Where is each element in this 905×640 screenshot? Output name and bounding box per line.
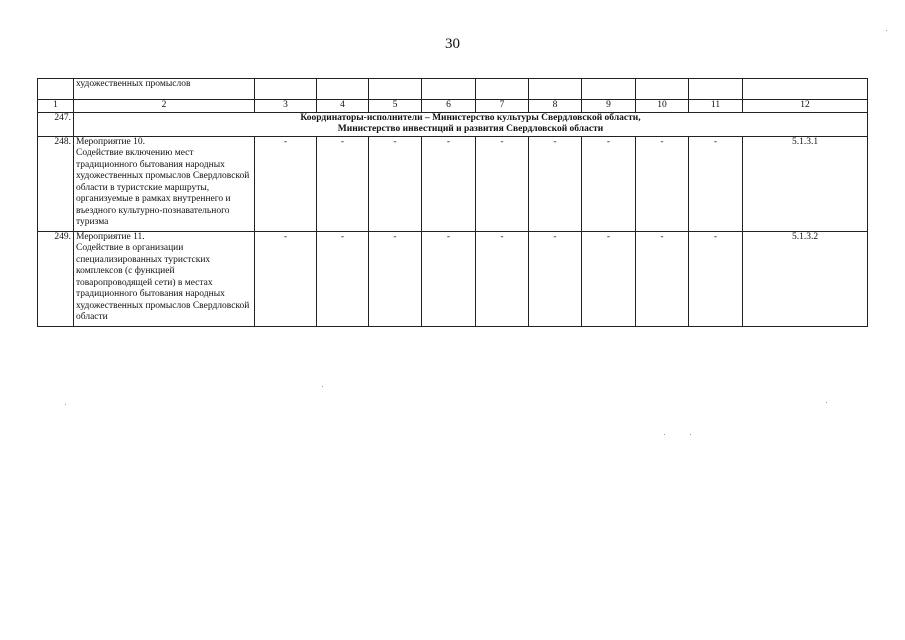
column-header: 8 [529, 100, 582, 113]
cell [317, 79, 369, 100]
value-cell: - [369, 136, 422, 231]
coordinator-line-1: Координаторы-исполнители – Министерство культуры Свердловской области, [300, 112, 641, 123]
scan-speck [690, 434, 691, 435]
cell [582, 79, 636, 100]
value-cell: - [317, 231, 369, 326]
column-number-row [38, 100, 868, 113]
scan-speck [65, 404, 66, 405]
cell [529, 79, 582, 100]
row-number: 249. [38, 231, 74, 326]
cell [369, 79, 422, 100]
table-row [38, 231, 868, 326]
cell [476, 79, 529, 100]
value-cell: - [476, 231, 529, 326]
column-header: 6 [422, 100, 476, 113]
cell [255, 79, 317, 100]
scan-speck [826, 402, 827, 403]
scan-speck [886, 30, 887, 31]
continuation-text: художественных промыслов [74, 79, 255, 100]
value-cell: - [476, 136, 529, 231]
value-cell: - [255, 231, 317, 326]
code-cell: 5.1.3.2 [743, 231, 868, 326]
coordinator-row [38, 112, 868, 136]
value-cell: - [689, 231, 743, 326]
row-description: Мероприятие 11. Содействие в организации специализированных туристских комплексов (с функцией товаропроводящей сети) в местах традиционного бытования народных художественных промыслов Свердловской области [74, 231, 255, 326]
page-number: 30 [445, 36, 460, 52]
column-header: 9 [582, 100, 636, 113]
value-cell: - [689, 136, 743, 231]
value-cell: - [529, 231, 582, 326]
coordinator-text [74, 112, 868, 136]
code-cell: 5.1.3.1 [743, 136, 868, 231]
value-cell: - [422, 231, 476, 326]
value-cell: - [582, 136, 636, 231]
value-cell: - [317, 136, 369, 231]
cell [636, 79, 689, 100]
column-header: 3 [255, 100, 317, 113]
column-header: 2 [74, 100, 255, 113]
column-header: 11 [689, 100, 743, 113]
value-cell: - [636, 136, 689, 231]
column-header: 5 [369, 100, 422, 113]
value-cell: - [422, 136, 476, 231]
column-header: 12 [743, 100, 868, 113]
column-header: 7 [476, 100, 529, 113]
coordinator-line-2: Министерство инвестиций и развития Свердловской области [337, 124, 604, 134]
value-cell: - [582, 231, 636, 326]
program-table [37, 78, 868, 327]
row-description: Мероприятие 10. Содействие включению мест традиционного бытования народных художественных промыслов Свердловской области в туристские маршруты, организуемые в рамках внутреннего и въездного культурно-познавательного туризма [74, 136, 255, 231]
scan-speck [664, 434, 665, 435]
scan-speck [322, 386, 323, 387]
value-cell: - [636, 231, 689, 326]
row-number: 248. [38, 136, 74, 231]
continuation-row [38, 79, 868, 100]
cell [422, 79, 476, 100]
value-cell: - [369, 231, 422, 326]
value-cell: - [529, 136, 582, 231]
row-number: 247. [38, 112, 74, 136]
cell [743, 79, 868, 100]
cell [38, 79, 74, 100]
column-header: 10 [636, 100, 689, 113]
value-cell: - [255, 136, 317, 231]
table-row [38, 136, 868, 231]
column-header: 4 [317, 100, 369, 113]
cell [689, 79, 743, 100]
column-header: 1 [38, 100, 74, 113]
